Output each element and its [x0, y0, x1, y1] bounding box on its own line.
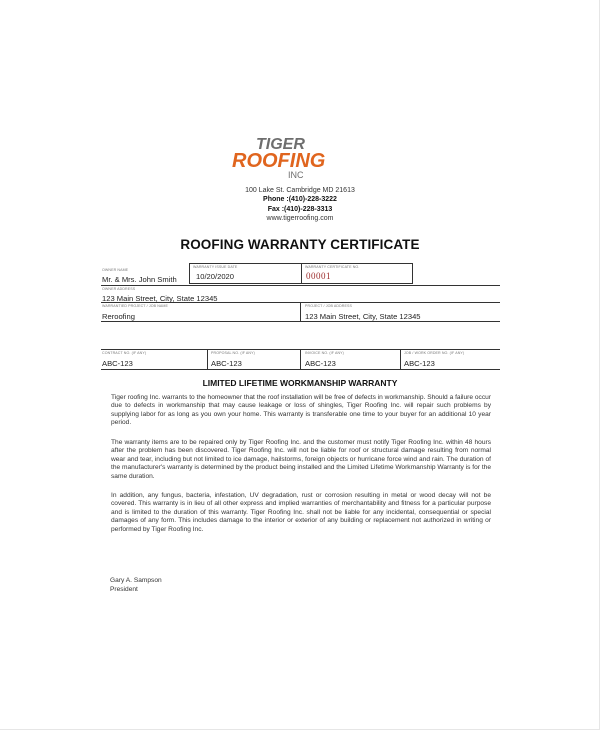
company-address-block	[200, 186, 400, 223]
company-website: www.tigerroofing.com	[266, 214, 334, 222]
contract-no-value: ABC-123	[102, 359, 133, 368]
certificate-no-label: WARRANTY CERTIFICATE NO.	[305, 265, 360, 269]
proposal-no-value: ABC-123	[211, 359, 242, 368]
owner-name-rule	[101, 285, 500, 286]
issue-date-value: 10/20/2020	[196, 272, 235, 281]
job-order-no-label: JOB / WORK ORDER NO. (IF ANY)	[404, 351, 465, 355]
warranty-paragraph-2: The warranty items are to be repaired only by Tiger Roofing Inc. and the customer must notify Tiger Roofing Inc. within 48 hours after the problem has been discovered. Tiger Roofing Inc. will not be liable for roof or structural damage resulting from normal wear and tear, including but not limited to ice damage, hailstorms, foreign objects or hurricane force wind and rain. The duration of the manufacturer's warranty is determined by the product being installed and the Limited Lifetime Workmanship Warranty is for the same duration.	[111, 439, 491, 480]
signer-name: Gary A. Sampson	[110, 577, 162, 584]
refs-bottom-rule	[101, 369, 500, 370]
project-divider	[300, 302, 301, 321]
project-address-label: PROJECT / JOB ADDRESS	[305, 304, 352, 308]
logo-roofing-text: ROOFING	[232, 150, 326, 172]
document-title: ROOFING WARRANTY CERTIFICATE	[180, 237, 420, 252]
refs-divider-2	[300, 349, 301, 369]
contract-no-label: CONTRACT NO. (IF ANY)	[102, 351, 147, 355]
warranty-paragraph-1: Tiger roofing Inc. warrants to the homeowner that the roof installation will be free of defects in workmanship. Should a failure occur due to defects in workmanship that may cause leakage or loss of shingles, Tiger Roofing Inc. will repair such problems by supplying labor for as long as you own your home. This warranty is transferable one time to your buyer for an additional 10 year period.	[111, 394, 491, 427]
owner-name-value: Mr. & Mrs. John Smith	[102, 275, 177, 284]
project-description-label: WARRANTIED PROJECT / JOB NAME	[102, 304, 168, 308]
invoice-no-value: ABC-123	[305, 359, 336, 368]
owner-name-label: OWNER NAME	[102, 268, 129, 272]
owner-address-label: OWNER ADDRESS	[102, 287, 136, 291]
warranty-heading: LIMITED LIFETIME WORKMANSHIP WARRANTY	[202, 378, 398, 388]
box-divider	[301, 263, 302, 283]
project-description-value: Reroofing	[102, 312, 135, 321]
refs-divider-3	[400, 349, 401, 369]
company-phone: Phone :(410)-228-3222	[263, 196, 337, 204]
refs-divider-1	[207, 349, 208, 369]
project-address-value: 123 Main Street, City, State 12345	[305, 312, 421, 321]
company-fax: Fax :(410)-228-3313	[267, 205, 333, 213]
warranty-paragraph-3: In addition, any fungus, bacteria, infestation, UV degradation, rust or corrosion resulting in metal or wood decay will not be covered. This warranty is in lieu of all other express and implied warranties of merchantability and fitness for a particular purpose and is limited to the duration of this warranty. Tiger Roofing Inc. shall not be liable for any incidental, consequential or special damages of any form. This includes damage to the interior or exterior of any building or replacement not authorized in writing or performed by Tiger Roofing Inc.	[111, 492, 491, 533]
invoice-no-label: INVOICE NO. (IF ANY)	[305, 351, 344, 355]
logo-inc-text: INC	[288, 170, 304, 180]
certificate-no-value: 00001	[306, 271, 331, 281]
signer-title: President	[110, 586, 138, 593]
owner-address-value: 123 Main Street, City, State 12345	[102, 294, 218, 303]
company-logo	[230, 132, 372, 184]
issue-date-label: WARRANTY ISSUE DATE	[193, 265, 238, 269]
logo-tiger-text: TIGER	[256, 136, 305, 153]
company-address: 100 Lake St. Cambridge MD 21613	[245, 187, 355, 194]
job-order-no-value: ABC-123	[404, 359, 435, 368]
proposal-no-label: PROPOSAL NO. (IF ANY)	[211, 351, 255, 355]
project-rule	[101, 321, 500, 322]
